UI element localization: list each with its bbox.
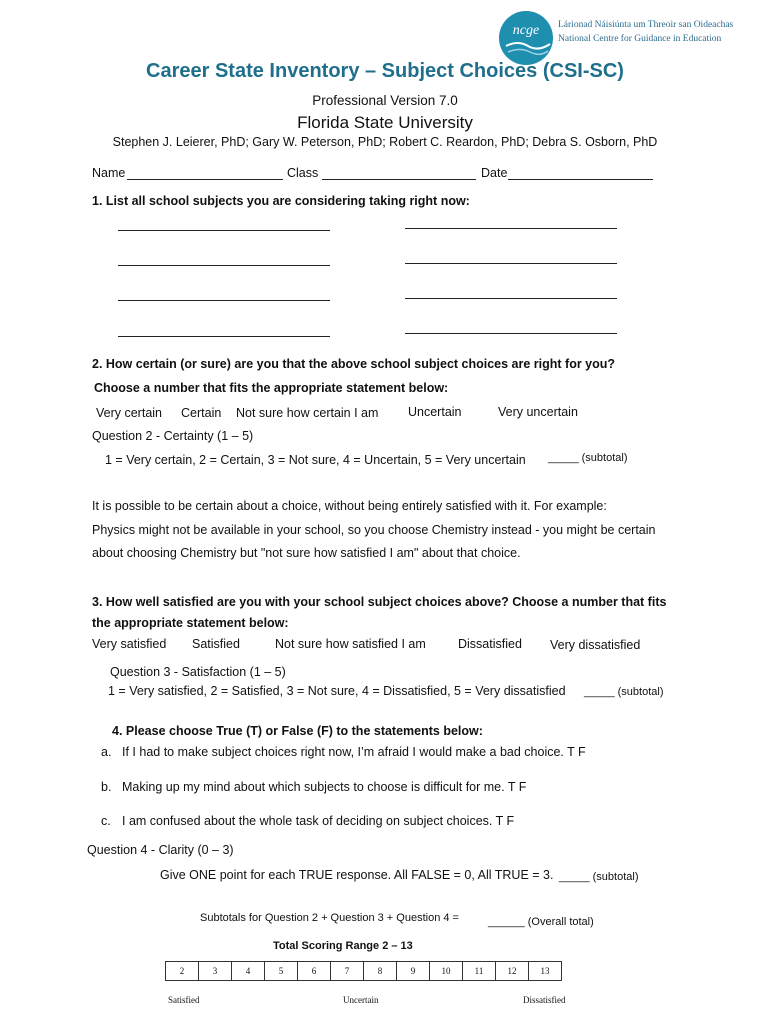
- overall-total[interactable]: ______ (Overall total): [488, 916, 594, 928]
- anchor-satisfied: Satisfied: [168, 995, 200, 1005]
- date-field[interactable]: [508, 179, 653, 180]
- item-b-text[interactable]: Making up my mind about which subjects to choose is difficult for me. T F: [122, 780, 527, 794]
- subtotals-text: Subtotals for Question 2 + Question 3 + Question 4 =: [200, 912, 459, 924]
- subject-field[interactable]: [405, 298, 617, 299]
- item-b-letter: b.: [101, 780, 112, 794]
- scale-cell: 10: [430, 962, 463, 981]
- scoring-scale-table: [165, 961, 562, 981]
- question-2-scale-label: Question 2 - Certainty (1 – 5): [92, 429, 254, 443]
- option-very-uncertain: Very uncertain: [498, 405, 578, 419]
- note-line-1: It is possible to be certain about a choice, without being entirely satisfied with it. For example:: [92, 499, 607, 513]
- scale-cell: 5: [265, 962, 298, 981]
- question-3-subtotal[interactable]: _____ (subtotal): [584, 686, 664, 698]
- question-2-text: 2. How certain (or sure) are you that the above school subject choices are right for you?: [92, 357, 616, 371]
- logo-text-english: National Centre for Guidance in Education: [558, 34, 722, 44]
- option-not-sure-satisfied: Not sure how satisfied I am: [275, 637, 426, 651]
- option-satisfied: Satisfied: [192, 637, 240, 651]
- class-field[interactable]: [322, 179, 476, 180]
- question-1-text: 1. List all school subjects you are considering taking right now:: [92, 194, 470, 208]
- option-certain: Certain: [181, 406, 222, 420]
- anchor-dissatisfied: Dissatisfied: [523, 995, 566, 1005]
- option-not-sure-certain: Not sure how certain I am: [236, 406, 379, 420]
- scale-cell: 12: [496, 962, 529, 981]
- ncge-logo-icon: [498, 10, 554, 66]
- version-label: Professional Version 7.0: [312, 93, 458, 108]
- scoring-range-title: Total Scoring Range 2 – 13: [273, 940, 413, 952]
- question-2-subtotal[interactable]: _____ (subtotal): [548, 452, 628, 464]
- option-very-certain: Very certain: [96, 406, 163, 420]
- item-a-letter: a.: [101, 745, 112, 759]
- question-3-text-1: 3. How well satisfied are you with your school subject choices above? Choose a number that fits: [92, 595, 667, 609]
- anchor-uncertain: Uncertain: [343, 995, 379, 1005]
- date-label: Date: [481, 166, 508, 180]
- option-very-satisfied: Very satisfied: [92, 637, 167, 651]
- option-very-dissatisfied: Very dissatisfied: [550, 638, 641, 652]
- scale-cell: 13: [529, 962, 562, 981]
- question-2-instruction: Choose a number that fits the appropriate statement below:: [94, 381, 449, 395]
- subject-field[interactable]: [118, 336, 330, 337]
- item-a-text[interactable]: If I had to make subject choices right now, I’m afraid I would make a bad choice. T F: [122, 745, 586, 759]
- note-line-2: Physics might not be available in your school, so you choose Chemistry instead - you might be certain: [92, 523, 656, 537]
- question-4-text: 4. Please choose True (T) or False (F) to the statements below:: [112, 724, 483, 738]
- class-label: Class: [287, 166, 319, 180]
- question-3-text-2: the appropriate statement below:: [92, 616, 289, 630]
- subject-field[interactable]: [118, 300, 330, 301]
- subject-field[interactable]: [118, 265, 330, 266]
- subject-field[interactable]: [118, 230, 330, 231]
- name-field[interactable]: [127, 179, 283, 180]
- logo-text-irish: Lárionad Náisiúnta um Threoir san Oideachas: [558, 20, 734, 30]
- item-c-text[interactable]: I am confused about the whole task of deciding on subject choices. T F: [122, 814, 515, 828]
- scale-cell: 11: [463, 962, 496, 981]
- logo-mark-text: ncge: [512, 23, 540, 38]
- university-name: Florida State University: [297, 113, 473, 132]
- question-4-scale-text: Give ONE point for each TRUE response. All FALSE = 0, All TRUE = 3.: [160, 868, 554, 882]
- question-3-scale-text: 1 = Very satisfied, 2 = Satisfied, 3 = Not sure, 4 = Dissatisfied, 5 = Very dissatisfied: [108, 684, 566, 698]
- scale-cell: 8: [364, 962, 397, 981]
- scale-cell: 3: [199, 962, 232, 981]
- scale-cell: 9: [397, 962, 430, 981]
- scale-cell: 4: [232, 962, 265, 981]
- question-3-scale-label: Question 3 - Satisfaction (1 – 5): [110, 665, 286, 679]
- name-label: Name: [92, 166, 126, 180]
- question-4-subtotal[interactable]: _____ (subtotal): [559, 871, 639, 883]
- item-c-letter: c.: [101, 814, 111, 828]
- option-uncertain: Uncertain: [408, 405, 462, 419]
- authors-list: Stephen J. Leierer, PhD; Gary W. Peterson, PhD; Robert C. Reardon, PhD; Debra S. Osborn, PhD: [112, 135, 658, 149]
- scale-cell: 7: [331, 962, 364, 981]
- scale-cell: 6: [298, 962, 331, 981]
- scale-cell: 2: [166, 962, 199, 981]
- question-2-scale-text: 1 = Very certain, 2 = Certain, 3 = Not sure, 4 = Uncertain, 5 = Very uncertain: [105, 453, 526, 467]
- subject-field[interactable]: [405, 263, 617, 264]
- question-4-scale-label: Question 4 - Clarity (0 – 3): [87, 843, 234, 857]
- option-dissatisfied: Dissatisfied: [458, 637, 522, 651]
- page-title: Career State Inventory – Subject Choices (CSI-SC): [146, 60, 624, 82]
- note-line-3: about choosing Chemistry but "not sure how satisfied I am" about that choice.: [92, 546, 521, 560]
- subject-field[interactable]: [405, 228, 617, 229]
- subject-field[interactable]: [405, 333, 617, 334]
